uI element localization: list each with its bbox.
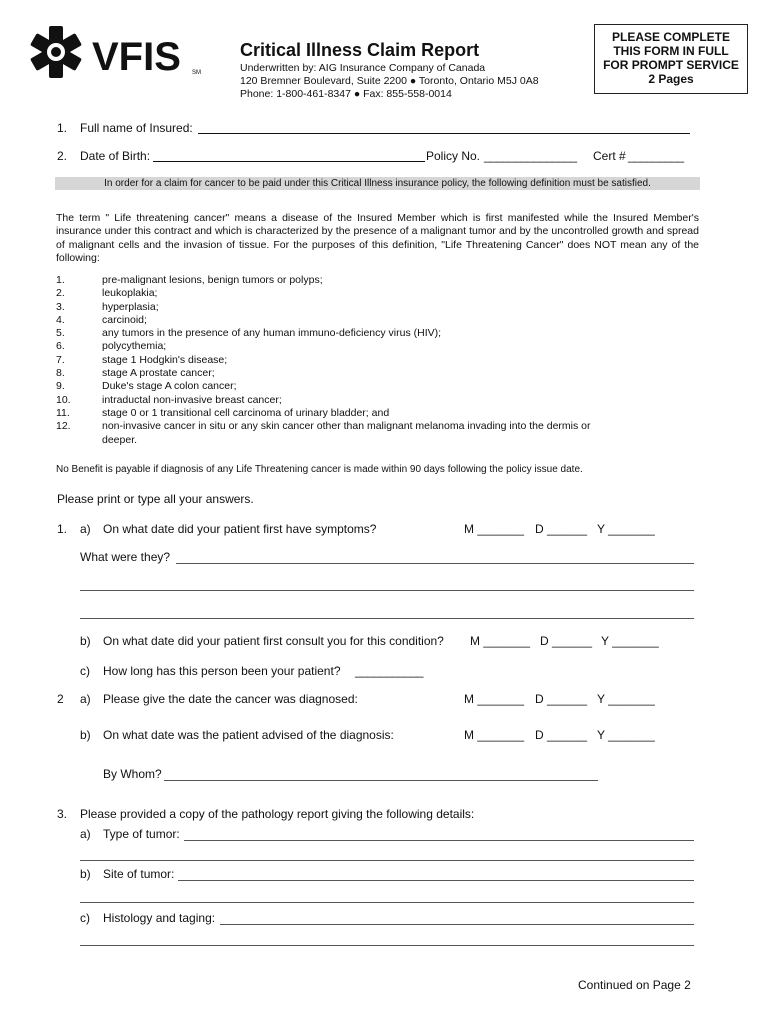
exclusion-item [56, 407, 616, 420]
q2b-month-field[interactable]: M _______ [464, 728, 525, 742]
q2-whom-label: By Whom? [103, 767, 162, 781]
exclusion-text: any tumors in the presence of any human immuno-deficiency virus (HIV); [102, 327, 442, 340]
q2a-day-field[interactable]: D ______ [535, 692, 588, 706]
q1a-letter: a) [80, 522, 91, 536]
exclusion-number: 5. [56, 327, 65, 340]
address-text: 120 Bremner Boulevard, Suite 2200 ● Toronto, Ontario M5J 0A8 [240, 75, 539, 87]
logo-mark: SM [192, 70, 201, 76]
exclusion-item [56, 394, 616, 407]
continued-note: Continued on Page 2 [578, 978, 691, 992]
exclusion-number: 12. [56, 420, 71, 433]
exclusion-text: stage 0 or 1 transitional cell carcinoma of urinary bladder; and [102, 406, 390, 419]
notice-line: FOR PROMPT SERVICE [603, 58, 739, 72]
q1b-month-field[interactable]: M _______ [470, 634, 531, 648]
q1-symptoms-line[interactable] [80, 618, 694, 619]
policy-label: Policy No. [426, 149, 481, 163]
q3a-letter: a) [80, 827, 91, 841]
instructions-text: Please print or type all your answers. [57, 492, 254, 506]
exclusion-number: 6. [56, 340, 65, 353]
exclusion-number: 10. [56, 393, 71, 406]
q2-whom-field[interactable] [164, 780, 598, 781]
exclusion-text: polycythemia; [102, 340, 167, 353]
q2-number: 2 [57, 692, 64, 706]
exclusion-text: hyperplasia; [102, 300, 159, 313]
q3c-field[interactable] [220, 924, 694, 925]
q1b-question: On what date did your patient first consult you for this condition? [103, 634, 444, 648]
exclusion-number: 4. [56, 313, 65, 326]
star-of-life-icon [30, 26, 82, 78]
q3a-line[interactable] [80, 860, 694, 861]
cert-label: Cert # [593, 149, 626, 163]
q3b-label: Site of tumor: [103, 867, 175, 881]
vfis-logo [26, 24, 206, 80]
q3-number: 3. [57, 807, 68, 821]
exclusion-number: 8. [56, 367, 65, 380]
exclusion-number: 3. [56, 300, 65, 313]
q2a-question: Please give the date the cancer was diagnosed: [103, 692, 358, 706]
exclusion-item [56, 287, 616, 300]
exclusion-number: 7. [56, 353, 65, 366]
q1a-year-field[interactable]: Y _______ [597, 522, 655, 536]
policy-field[interactable]: _______________ [484, 149, 577, 163]
insured-name-field[interactable] [198, 133, 690, 134]
q1a-day-field[interactable]: D ______ [535, 522, 588, 536]
q1b-letter: b) [80, 634, 91, 648]
exclusion-text: intraductal non-invasive breast cancer; [102, 393, 282, 406]
q3b-line[interactable] [80, 902, 694, 903]
dob-number: 2. [57, 149, 68, 163]
q3b-field[interactable] [178, 880, 694, 881]
exclusion-item [56, 340, 616, 353]
exclusion-text: stage A prostate cancer; [102, 367, 215, 380]
q3-question: Please provided a copy of the pathology report giving the following details: [80, 807, 475, 821]
q1-symptoms-line[interactable] [80, 590, 694, 591]
insured-number: 1. [57, 121, 68, 135]
q2b-question: On what date was the patient advised of the diagnosis: [103, 728, 394, 742]
q2b-letter: b) [80, 728, 91, 742]
q1b-day-field[interactable]: D ______ [540, 634, 593, 648]
q2a-month-field[interactable]: M _______ [464, 692, 525, 706]
exclusion-text: stage 1 Hodgkin's disease; [102, 353, 228, 366]
dob-field[interactable] [153, 161, 425, 162]
q1-number: 1. [57, 522, 68, 536]
q1c-question: How long has this person been your patient? [103, 664, 341, 678]
notice-pages: 2 Pages [648, 72, 694, 86]
exclusion-number: 2. [56, 287, 65, 300]
logo-text: VFIS [92, 35, 181, 79]
exclusion-item [56, 367, 616, 380]
exclusion-number: 1. [56, 274, 65, 286]
q2b-day-field[interactable]: D ______ [535, 728, 588, 742]
q1-symptoms-field[interactable] [176, 563, 694, 564]
form-title: Critical Illness Claim Report [240, 40, 480, 60]
q2a-year-field[interactable]: Y _______ [597, 692, 655, 706]
q1a-question: On what date did your patient first have symptoms? [103, 522, 377, 536]
q1c-letter: c) [80, 664, 90, 678]
exclusion-item [56, 314, 616, 327]
underwriter-text: Underwritten by: AIG Insurance Company of Canada [240, 62, 486, 74]
exclusion-item [56, 327, 616, 340]
exclusion-text: Duke's stage A colon cancer; [102, 380, 237, 393]
q3c-line[interactable] [80, 945, 694, 946]
q1c-field[interactable]: ___________ [355, 664, 423, 678]
exclusion-text: pre-malignant lesions, benign tumors or polyps; [102, 274, 323, 286]
q3a-field[interactable] [184, 840, 694, 841]
exclusion-text: leukoplakia; [102, 287, 158, 300]
q3a-label: Type of tumor: [103, 827, 180, 841]
exclusion-item [56, 274, 616, 287]
exclusion-text: non-invasive cancer in situ or any skin cancer other than malignant melanoma invading into the dermis or deeper. [102, 420, 591, 446]
complete-notice-box [594, 24, 748, 94]
cancer-definition: The term " Life threatening cancer" means a disease of the Insured Member which is first manifested while the Insured Member's insurance under this contract and which is characterized by the presence of a malignant tumor and by the uncontrolled growth and spread of malignant cells and the invasion of tissue. For the purposes of this definition, "Life Threatening Cancer" does NOT mean any of the following: [56, 212, 699, 265]
exclusion-item [56, 420, 616, 447]
exclusion-item [56, 380, 616, 393]
q2b-year-field[interactable]: Y _______ [597, 728, 655, 742]
notice-line: THIS FORM IN FULL [613, 44, 729, 58]
q1b-year-field[interactable]: Y _______ [601, 634, 659, 648]
notice-line: PLEASE COMPLETE [611, 30, 730, 44]
definition-banner: In order for a claim for cancer to be paid under this Critical Illness insurance policy, the following definition must be satisfied. [55, 177, 700, 190]
phone-text: Phone: 1-800-461-8347 ● Fax: 855-558-0014 [240, 88, 452, 100]
exclusion-number: 11. [56, 406, 70, 419]
no-benefit-note: No Benefit is payable if diagnosis of any Life Threatening cancer is made within 90 days following the policy issue date. [56, 464, 583, 475]
cert-field[interactable]: _________ [628, 149, 684, 163]
exclusion-number: 9. [56, 380, 65, 393]
q3c-letter: c) [80, 911, 90, 925]
q1a-month-field[interactable]: M _______ [464, 522, 525, 536]
exclusion-item [56, 354, 616, 367]
q1-what-label: What were they? [80, 550, 171, 564]
insured-label: Full name of Insured: [80, 121, 193, 135]
q3b-letter: b) [80, 867, 91, 881]
exclusion-text: carcinoid; [102, 313, 147, 326]
exclusion-item [56, 301, 616, 314]
dob-label: Date of Birth: [80, 149, 151, 163]
q2a-letter: a) [80, 692, 91, 706]
exclusion-list [56, 274, 616, 447]
q3c-label: Histology and taging: [103, 911, 216, 925]
